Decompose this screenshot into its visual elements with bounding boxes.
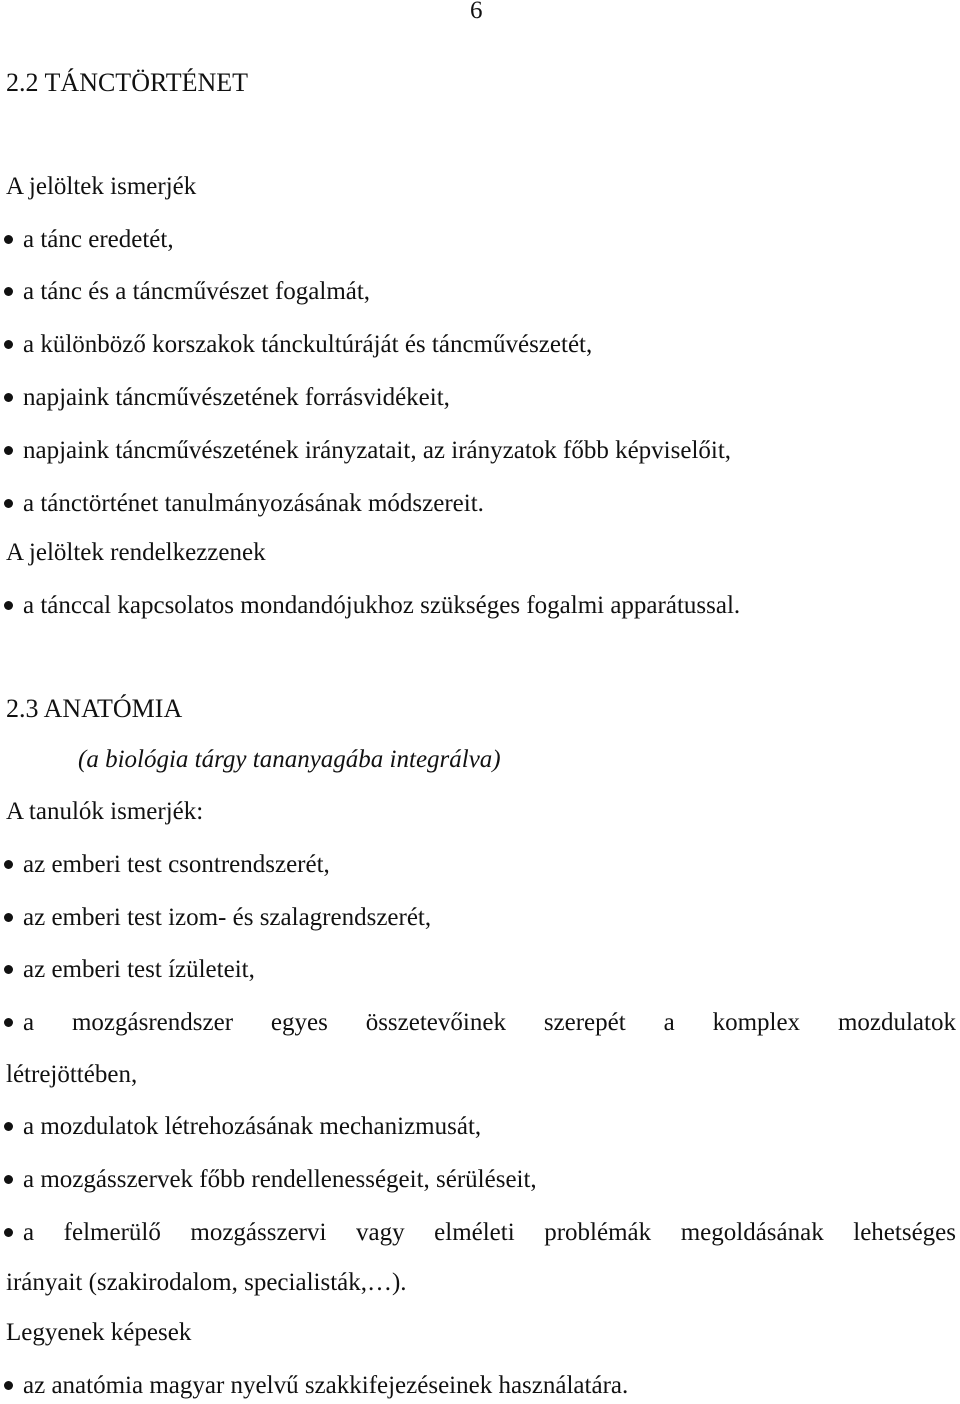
list-item: a különböző korszakok tánckultúráját és táncművészetét, bbox=[4, 330, 592, 360]
bullet-icon bbox=[4, 1228, 13, 1237]
bullet-icon bbox=[4, 913, 13, 922]
bullet-icon bbox=[4, 287, 13, 296]
intro-have-dance: A jelöltek rendelkezzenek bbox=[6, 539, 266, 566]
list-item: a tánc eredetét, bbox=[4, 225, 174, 255]
intro-know-anatomy: A tanulók ismerjék: bbox=[6, 798, 204, 825]
bullet-icon bbox=[4, 1381, 13, 1390]
list-item-justified: a mozgásrendszer egyes összetevőinek szerepét a komplex mozdulatok bbox=[4, 1008, 956, 1038]
bullet-icon bbox=[4, 601, 13, 610]
intro-able-anatomy: Legyenek képesek bbox=[6, 1319, 192, 1346]
bullet-icon bbox=[4, 1018, 13, 1027]
list-item-continuation: irányait (szakirodalom, specialisták,…). bbox=[6, 1269, 407, 1296]
list-item: a tánctörténet tanulmányozásának módszereit. bbox=[4, 489, 484, 519]
list-item-continuation: létrejöttében, bbox=[6, 1061, 138, 1088]
list-item: az emberi test csontrendszerét, bbox=[4, 850, 330, 880]
bullet-icon bbox=[4, 340, 13, 349]
bullet-icon bbox=[4, 446, 13, 455]
section-heading-anatomy: 2.3 ANATÓMIA bbox=[6, 694, 183, 723]
bullet-icon bbox=[4, 860, 13, 869]
list-item: a tánccal kapcsolatos mondandójukhoz szükséges fogalmi apparátussal. bbox=[4, 591, 740, 621]
list-item: napjaink táncművészetének forrásvidékeit, bbox=[4, 383, 450, 413]
section-subtitle-anatomy: (a biológia tárgy tananyagába integrálva) bbox=[78, 746, 501, 773]
list-item: az anatómia magyar nyelvű szakkifejezéseinek használatára. bbox=[4, 1371, 628, 1401]
list-item: a tánc és a táncművészet fogalmát, bbox=[4, 277, 370, 307]
bullet-icon bbox=[4, 393, 13, 402]
list-item: az emberi test ízületeit, bbox=[4, 955, 255, 985]
bullet-icon bbox=[4, 1175, 13, 1184]
list-item: az emberi test izom- és szalagrendszerét, bbox=[4, 903, 431, 933]
page-number: 6 bbox=[470, 0, 483, 24]
list-item-justified: a felmerülő mozgásszervi vagy elméleti problémák megoldásának lehetséges bbox=[4, 1218, 956, 1248]
bullet-icon bbox=[4, 965, 13, 974]
list-item: a mozgásszervek főbb rendellenességeit, sérüléseit, bbox=[4, 1165, 537, 1195]
section-heading-dance-history: 2.2 TÁNCTÖRTÉNET bbox=[6, 68, 249, 97]
intro-know-dance: A jelöltek ismerjék bbox=[6, 173, 197, 200]
list-item: napjaink táncművészetének irányzatait, az irányzatok főbb képviselőit, bbox=[4, 436, 731, 466]
bullet-icon bbox=[4, 1122, 13, 1131]
bullet-icon bbox=[4, 499, 13, 508]
bullet-icon bbox=[4, 235, 13, 244]
list-item: a mozdulatok létrehozásának mechanizmusát, bbox=[4, 1112, 481, 1142]
